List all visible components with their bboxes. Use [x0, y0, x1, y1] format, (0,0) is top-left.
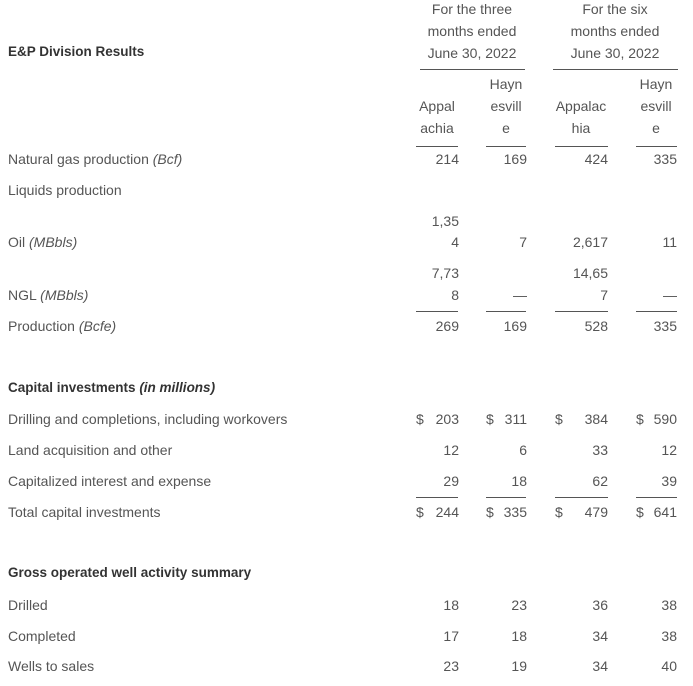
wells-heading: Gross operated well activity summary: [8, 565, 252, 580]
cell-drilled-app-3m: 18: [443, 597, 459, 613]
cell-prod-hay-6m: 335: [653, 318, 677, 334]
header-6m-line1: For the six: [582, 1, 648, 17]
cell-completed-app-6m: 34: [592, 628, 608, 644]
cell-ngl-app-3m-l2: 8: [451, 287, 459, 303]
cell-interest-app-3m: 29: [443, 473, 459, 489]
cell-prod-hay-3m: 169: [503, 318, 527, 334]
header-6m-rule: [553, 69, 678, 70]
cell-oil-hay-6m: 11: [662, 234, 677, 250]
cell-drilled-app-6m: 36: [592, 597, 608, 613]
region-haynesville-6m-l2: esvill: [640, 98, 672, 114]
cell-total-hay-3m: 335: [503, 504, 527, 520]
region-rule: [416, 146, 458, 147]
row-label-completed: Completed: [8, 628, 76, 644]
cell-total-hay-6m: 641: [653, 504, 677, 520]
header-3m-line3: June 30, 2022: [427, 45, 517, 61]
region-appalachia-6m-l1: Appalac: [555, 98, 607, 114]
cell-drilling-app-3m: 203: [435, 411, 459, 427]
currency-symbol: $: [416, 504, 424, 520]
row-label-drilling: Drilling and completions, including workovers: [8, 411, 288, 427]
region-appalachia-3m-l2: achia: [420, 120, 454, 136]
cell-land-hay-3m: 6: [519, 442, 527, 458]
currency-symbol: $: [486, 504, 494, 520]
row-label-production-total: Production (Bcfe): [8, 318, 117, 334]
cell-ngl-app-3m-l1: 7,73: [431, 265, 459, 281]
row-label-natural-gas: Natural gas production (Bcf): [8, 151, 183, 167]
cell-prod-app-3m: 269: [435, 318, 459, 334]
cell-drilling-hay-6m: 590: [653, 411, 677, 427]
cell-oil-app-3m-l2: 4: [451, 234, 459, 250]
subtotal-rule: [416, 497, 458, 498]
header-3m-rule: [420, 69, 525, 70]
currency-symbol: $: [486, 411, 494, 427]
region-rule: [636, 146, 677, 147]
row-label-total-capital: Total capital investments: [8, 504, 161, 520]
cell-land-app-6m: 33: [592, 442, 608, 458]
cell-sales-app-6m: 34: [592, 658, 608, 674]
capital-heading: Capital investments (in millions): [8, 380, 216, 395]
row-label-ngl: NGL (MBbls): [8, 287, 89, 303]
subtotal-rule: [555, 311, 608, 312]
header-3m-line2: months ended: [427, 23, 517, 39]
cell-sales-hay-6m: 40: [661, 658, 677, 674]
row-label-wells-to-sales: Wells to sales: [8, 658, 95, 674]
cell-natgas-hay-3m: 169: [503, 151, 527, 167]
cell-completed-hay-3m: 18: [511, 628, 527, 644]
cell-total-app-3m: 244: [435, 504, 459, 520]
cell-ngl-hay-6m: —: [663, 287, 677, 303]
cell-sales-app-3m: 23: [443, 658, 459, 674]
subtotal-rule: [486, 311, 526, 312]
row-label-liquids: Liquids production: [8, 182, 122, 198]
currency-symbol: $: [636, 411, 644, 427]
cell-interest-hay-6m: 39: [661, 473, 677, 489]
region-appalachia-3m-l1: Appal: [419, 98, 455, 114]
region-haynesville-3m-l1: Hayn: [489, 76, 523, 92]
region-haynesville-6m-l1: Hayn: [639, 76, 673, 92]
header-6m-line3: June 30, 2022: [570, 45, 660, 61]
cell-drilling-hay-3m: 311: [504, 411, 527, 427]
region-haynesville-6m-l3: e: [652, 120, 660, 136]
row-label-drilled: Drilled: [8, 597, 48, 613]
cell-natgas-hay-6m: 335: [653, 151, 677, 167]
cell-ngl-hay-3m: —: [513, 287, 527, 303]
subtotal-rule: [416, 311, 458, 312]
currency-symbol: $: [555, 504, 563, 520]
header-3m-line1: For the three: [431, 1, 513, 17]
subtotal-rule: [486, 497, 526, 498]
cell-natgas-app-3m: 214: [435, 151, 459, 167]
row-label-interest: Capitalized interest and expense: [8, 473, 212, 489]
cell-land-hay-6m: 12: [661, 442, 677, 458]
cell-total-app-6m: 479: [584, 504, 608, 520]
cell-ngl-app-6m-l2: 7: [600, 287, 608, 303]
subtotal-rule: [555, 497, 608, 498]
currency-symbol: $: [416, 411, 424, 427]
subtotal-rule: [636, 497, 677, 498]
region-appalachia-6m-l2: hia: [571, 120, 591, 136]
cell-completed-app-3m: 17: [443, 628, 459, 644]
cell-oil-app-3m-l1: 1,35: [431, 213, 459, 229]
cell-interest-app-6m: 62: [592, 473, 608, 489]
cell-drilled-hay-6m: 38: [661, 597, 677, 613]
cell-sales-hay-3m: 19: [511, 658, 527, 674]
region-haynesville-3m-l3: e: [502, 120, 510, 136]
cell-oil-hay-3m: 7: [519, 234, 527, 250]
row-label-oil: Oil (MBbls): [8, 234, 78, 250]
cell-natgas-app-6m: 424: [584, 151, 608, 167]
cell-land-app-3m: 12: [443, 442, 459, 458]
cell-interest-hay-3m: 18: [511, 473, 527, 489]
currency-symbol: $: [636, 504, 644, 520]
region-rule: [486, 146, 526, 147]
region-rule: [555, 146, 608, 147]
cell-drilling-app-6m: 384: [584, 411, 608, 427]
subtotal-rule: [636, 311, 677, 312]
region-haynesville-3m-l2: esvill: [490, 98, 522, 114]
cell-oil-app-6m: 2,617: [572, 234, 608, 250]
cell-completed-hay-6m: 38: [661, 628, 677, 644]
header-6m-line2: months ended: [570, 23, 660, 39]
page-title: E&P Division Results: [8, 44, 145, 59]
cell-prod-app-6m: 528: [584, 318, 608, 334]
cell-drilled-hay-3m: 23: [511, 597, 527, 613]
cell-ngl-app-6m-l1: 14,65: [572, 265, 608, 281]
row-label-land: Land acquisition and other: [8, 442, 173, 458]
currency-symbol: $: [555, 411, 563, 427]
